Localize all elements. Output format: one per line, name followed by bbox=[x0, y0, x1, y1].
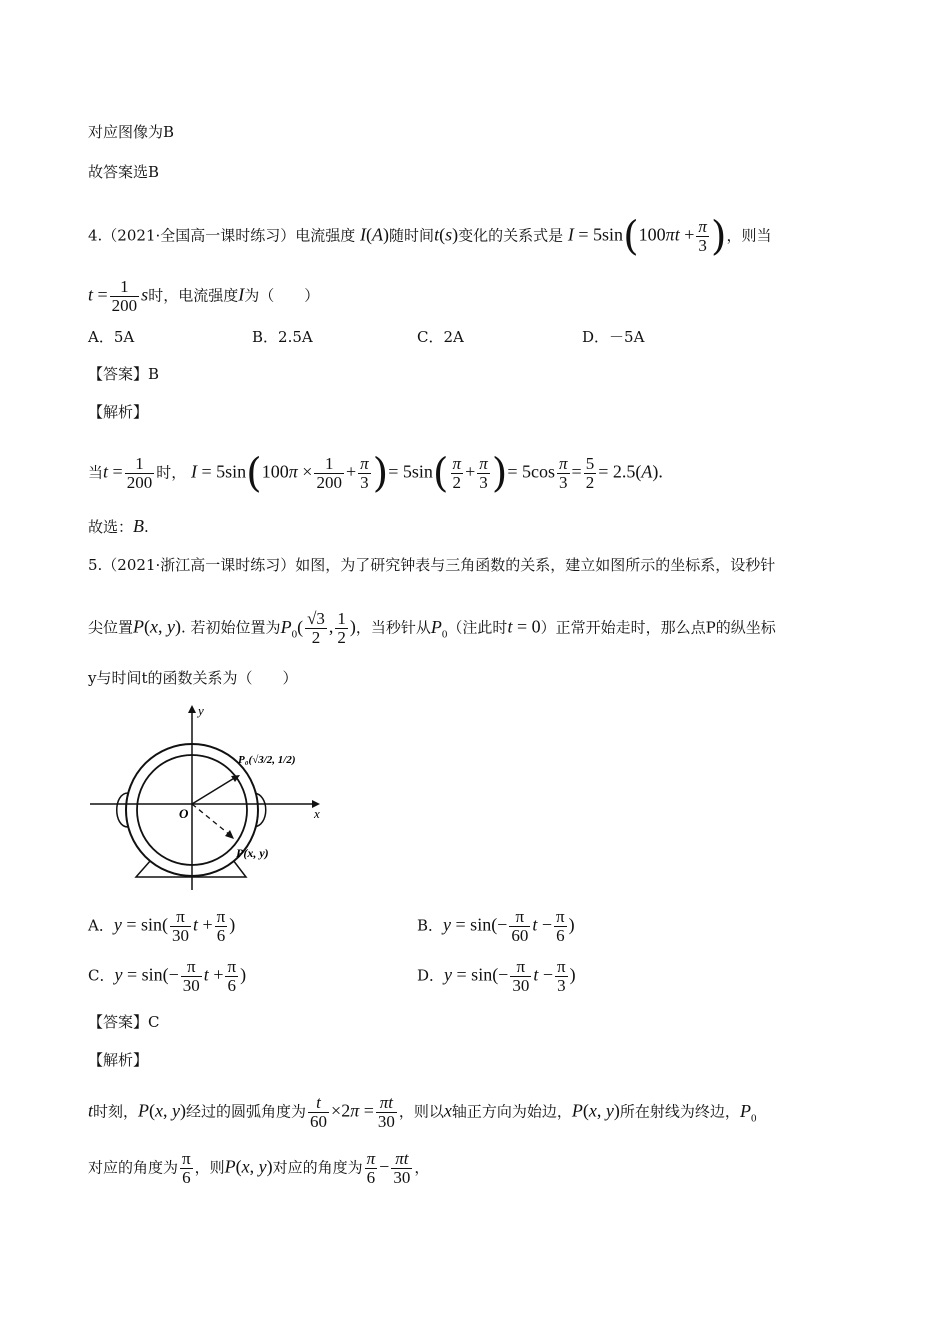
p0-label: P₀(√3/2, 1/2) bbox=[238, 754, 296, 766]
q5-solution-line-2: 对应的角度为 $\frac{\pi}{6}$ ，则P(x, y)对应的角度为 $\frac{\pi}{6}$ − $\frac{\pi t}{30}$ ， bbox=[88, 1149, 430, 1187]
x-axis-label: x bbox=[314, 806, 320, 821]
q4-option-c: C．2A bbox=[417, 328, 464, 346]
q4-choose: 故选：B. bbox=[88, 516, 149, 536]
clock-diagram bbox=[88, 705, 338, 890]
clock-figure bbox=[88, 705, 338, 894]
p-label: P(x, y) bbox=[236, 846, 269, 860]
q4-option-d: D．－5A bbox=[582, 328, 645, 346]
q4-analysis-heading: 【解析】 bbox=[88, 403, 149, 421]
question-5-line-1: 5.（2021·浙江高一课时练习）如图，为了研究钟表与三角函数的关系，建立如图所示的坐标系，设秒针 bbox=[88, 556, 776, 574]
q4-option-a: A．5A bbox=[88, 328, 135, 346]
question-5-line-3: y与时间t的函数关系为（ ） bbox=[88, 669, 298, 687]
q5-option-d: D．y = sin(− $\frac{\pi}{30}$ t − $\frac{\pi}{3}$ ) bbox=[417, 957, 576, 995]
origin-label: O bbox=[179, 806, 189, 821]
question-5-line-2: 尖位置P(x, y). 若初始位置为$P_0$( $\frac{√3}{2}$ , $\frac{1}{2}$ )，当秒针从$P_0$（注此时t = 0）正常开始走时，那么点P的纵坐标 bbox=[88, 609, 776, 647]
text-line: 故答案选B bbox=[88, 163, 160, 181]
q4-answer: 【答案】B bbox=[88, 365, 160, 383]
q5-answer: 【答案】C bbox=[88, 1013, 160, 1031]
q4-option-b: B．2.5A bbox=[252, 328, 313, 346]
q5-option-b: B．y = sin(− $\frac{\pi}{60}$ t − $\frac{\pi}{6}$ ) bbox=[417, 907, 575, 945]
question-4-line-2: t = $\frac{1}{200}$ s时，电流强度I为（ ） bbox=[88, 277, 320, 315]
q5-analysis-heading: 【解析】 bbox=[88, 1051, 149, 1069]
q5-option-a: A．y = sin( $\frac{\pi}{30}$ t + $\frac{\pi}{6}$ ) bbox=[88, 907, 236, 945]
q5-solution-line-1: t时刻，P(x, y)经过的圆弧角度为 $\frac{t}{60}$ ×2π = $\frac{\pi t}{30}$ ，则以x轴正方向为始边，P(x, y)所在射线为终边，$P_0$ bbox=[88, 1093, 757, 1131]
text-line: 对应图像为B bbox=[88, 123, 175, 141]
q4-solution: 当t = $\frac{1}{200}$ 时， I = 5sin(100π × $\frac{1}{200}$ + $\frac{\pi}{3}$ )= 5sin( $\frac{\pi}{2}$ + $\frac{\pi}{3}$ )= 5cos $\frac{\pi}{3}$ = $\frac{5}{2}$ = 2.5(A). bbox=[88, 450, 663, 497]
y-axis-label: y bbox=[198, 705, 204, 718]
question-4-line-1: 4.（2021·全国高一课时练习）电流强度 I(A)随时间t(s)变化的关系式是 I = 5sin(100πt + $\frac{\pi}{3}$ )，则当 bbox=[88, 213, 772, 260]
q5-option-c: C．y = sin(− $\frac{\pi}{30}$ t + $\frac{\pi}{6}$ ) bbox=[88, 957, 247, 995]
